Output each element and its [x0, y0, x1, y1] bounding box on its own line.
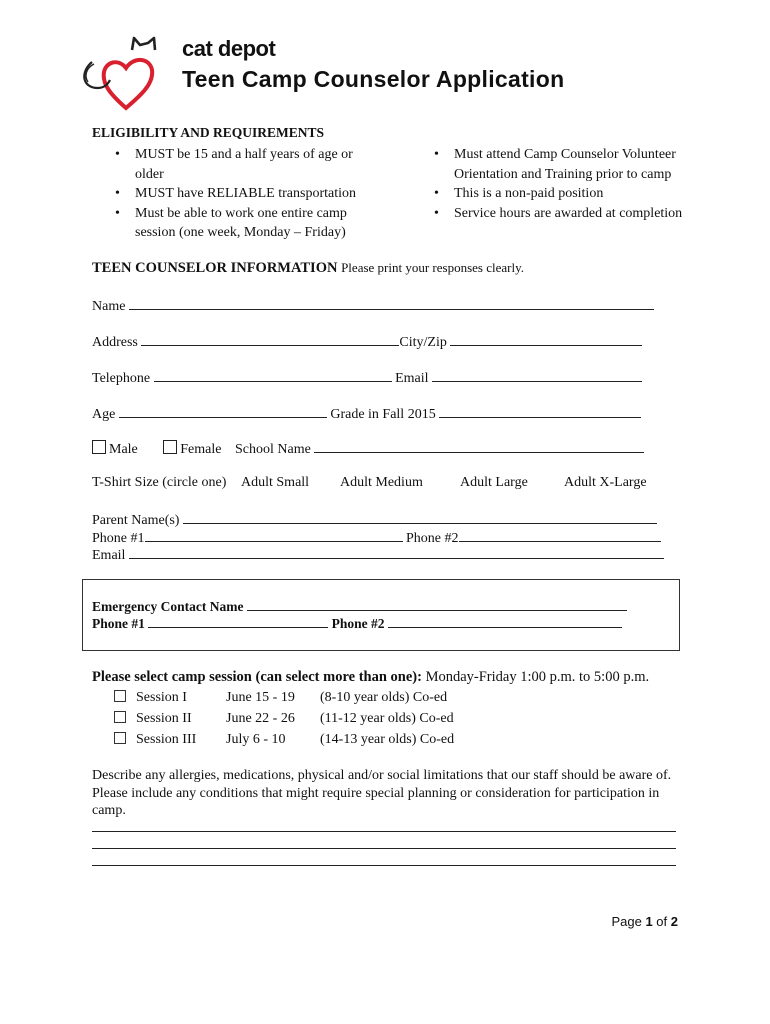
page-prefix: Page: [611, 914, 642, 929]
emergency-contact-field[interactable]: [247, 599, 627, 611]
parent-email-row: [92, 545, 664, 564]
address-field[interactable]: [141, 332, 399, 346]
parent-phone2-field[interactable]: [459, 528, 661, 542]
telephone-field[interactable]: [154, 368, 392, 382]
page-current: 1: [645, 914, 653, 929]
emergency-phone2-field[interactable]: [388, 616, 622, 628]
session-2-name: Session II: [136, 711, 192, 726]
session-1-dates: June 15 - 19: [226, 690, 295, 705]
session-row-3[interactable]: [114, 732, 455, 749]
cat-depot-logo-icon: [80, 36, 162, 114]
requirement-item: • This is a non-paid position: [432, 184, 702, 204]
school-label: School Name: [234, 442, 311, 457]
allergies-prompt: Describe any allergies, medications, physical and/or social limitations that our staff should be aware of. Please include any conditions that might require special planning or consideration for participation in camp.: [92, 768, 672, 818]
parent-email-field[interactable]: [129, 545, 664, 559]
age-label: Age: [92, 407, 116, 422]
age-field[interactable]: [119, 404, 327, 418]
session-2-dates: June 22 - 26: [226, 711, 295, 726]
eligibility-heading: ELIGIBILITY AND REQUIREMENTS: [92, 125, 325, 140]
sessions-hours: Monday-Friday 1:00 p.m. to 5:00 p.m.: [425, 669, 650, 685]
female-checkbox[interactable]: [163, 440, 177, 454]
sessions-heading: Please select camp session (can select more than one):: [92, 669, 422, 685]
parent-email-label: Email: [92, 548, 126, 563]
cityzip-field[interactable]: [450, 332, 642, 346]
male-label: Male: [109, 442, 138, 457]
age-row: [92, 404, 641, 423]
emergency-phone1-label: Phone #1: [92, 616, 145, 631]
requirement-item: • Must be able to work one entire camp session (one week, Monday – Friday): [113, 204, 383, 243]
session-3-ages: (14-13 year olds) Co-ed: [320, 732, 455, 747]
session-2-ages: (11-12 year olds) Co-ed: [320, 711, 454, 726]
info-heading-text: TEEN COUNSELOR INFORMATION: [92, 260, 338, 276]
sessions-heading-row: [92, 669, 649, 686]
male-checkbox[interactable]: [92, 440, 106, 454]
page-title: Teen Camp Counselor Application: [182, 66, 565, 92]
parent-row: [92, 510, 657, 529]
session-3-name: Session III: [136, 732, 197, 747]
requirement-item: • MUST be 15 and a half years of age or older: [113, 145, 383, 184]
address-label: Address: [92, 335, 138, 350]
emergency-contact-label: Emergency Contact Name: [92, 599, 244, 614]
name-label: Name: [92, 299, 126, 314]
emergency-name-row: [92, 599, 627, 615]
requirement-item: • MUST have RELIABLE transportation: [113, 184, 383, 204]
tshirt-label: T-Shirt Size (circle one): [92, 475, 227, 490]
requirements-left-list: [113, 145, 383, 243]
telephone-label: Telephone: [92, 371, 151, 386]
allergies-line-1[interactable]: [92, 831, 676, 832]
session-row-1[interactable]: [114, 690, 448, 707]
parent-label: Parent Name(s): [92, 513, 180, 528]
tshirt-option-large[interactable]: Adult Large: [460, 475, 528, 490]
page-number: [611, 914, 678, 929]
emergency-contact-box: [82, 579, 680, 651]
session-1-ages: (8-10 year olds) Co-ed: [320, 690, 448, 705]
tshirt-option-small[interactable]: Adult Small: [241, 475, 310, 490]
tshirt-option-medium[interactable]: Adult Medium: [340, 475, 423, 490]
email-field[interactable]: [432, 368, 642, 382]
female-label: Female: [180, 442, 222, 457]
allergies-line-3[interactable]: [92, 865, 676, 866]
session-1-checkbox[interactable]: [114, 690, 126, 702]
parent-phone1-field[interactable]: [145, 528, 403, 542]
session-1-name: Session I: [136, 690, 187, 705]
gender-school-row: [92, 439, 644, 458]
school-field[interactable]: [314, 439, 644, 453]
tshirt-option-xlarge[interactable]: Adult X-Large: [564, 475, 647, 490]
telephone-row: [92, 368, 642, 387]
cityzip-label: City/Zip: [399, 335, 447, 350]
emergency-phone1-field[interactable]: [148, 616, 328, 628]
grade-label: Grade in Fall 2015: [330, 407, 436, 422]
emergency-phone2-label: Phone #2: [331, 616, 385, 631]
name-row: [92, 296, 654, 315]
parent-phone1-label: Phone #1: [92, 531, 145, 546]
parent-phone2-label: Phone #2: [406, 531, 459, 546]
allergies-line-2[interactable]: [92, 848, 676, 849]
requirements-right-list: [432, 145, 702, 223]
address-row: [92, 332, 642, 351]
session-2-checkbox[interactable]: [114, 711, 126, 723]
name-field[interactable]: [129, 296, 654, 310]
session-row-2[interactable]: [114, 711, 454, 728]
email-label: Email: [395, 371, 429, 386]
emergency-phone-row: [92, 616, 622, 632]
session-3-checkbox[interactable]: [114, 732, 126, 744]
grade-field[interactable]: [439, 404, 641, 418]
brand-name: cat depot: [182, 36, 276, 61]
requirement-item: • Must attend Camp Counselor Volunteer Orientation and Training prior to camp: [432, 145, 702, 184]
info-note: Please print your responses clearly.: [341, 260, 524, 275]
parent-field[interactable]: [183, 510, 657, 524]
page-total: 2: [670, 914, 678, 929]
page-of: of: [656, 914, 668, 929]
requirement-item: • Service hours are awarded at completion: [432, 204, 702, 224]
info-section-heading: [92, 260, 524, 277]
session-3-dates: July 6 - 10: [226, 732, 286, 747]
